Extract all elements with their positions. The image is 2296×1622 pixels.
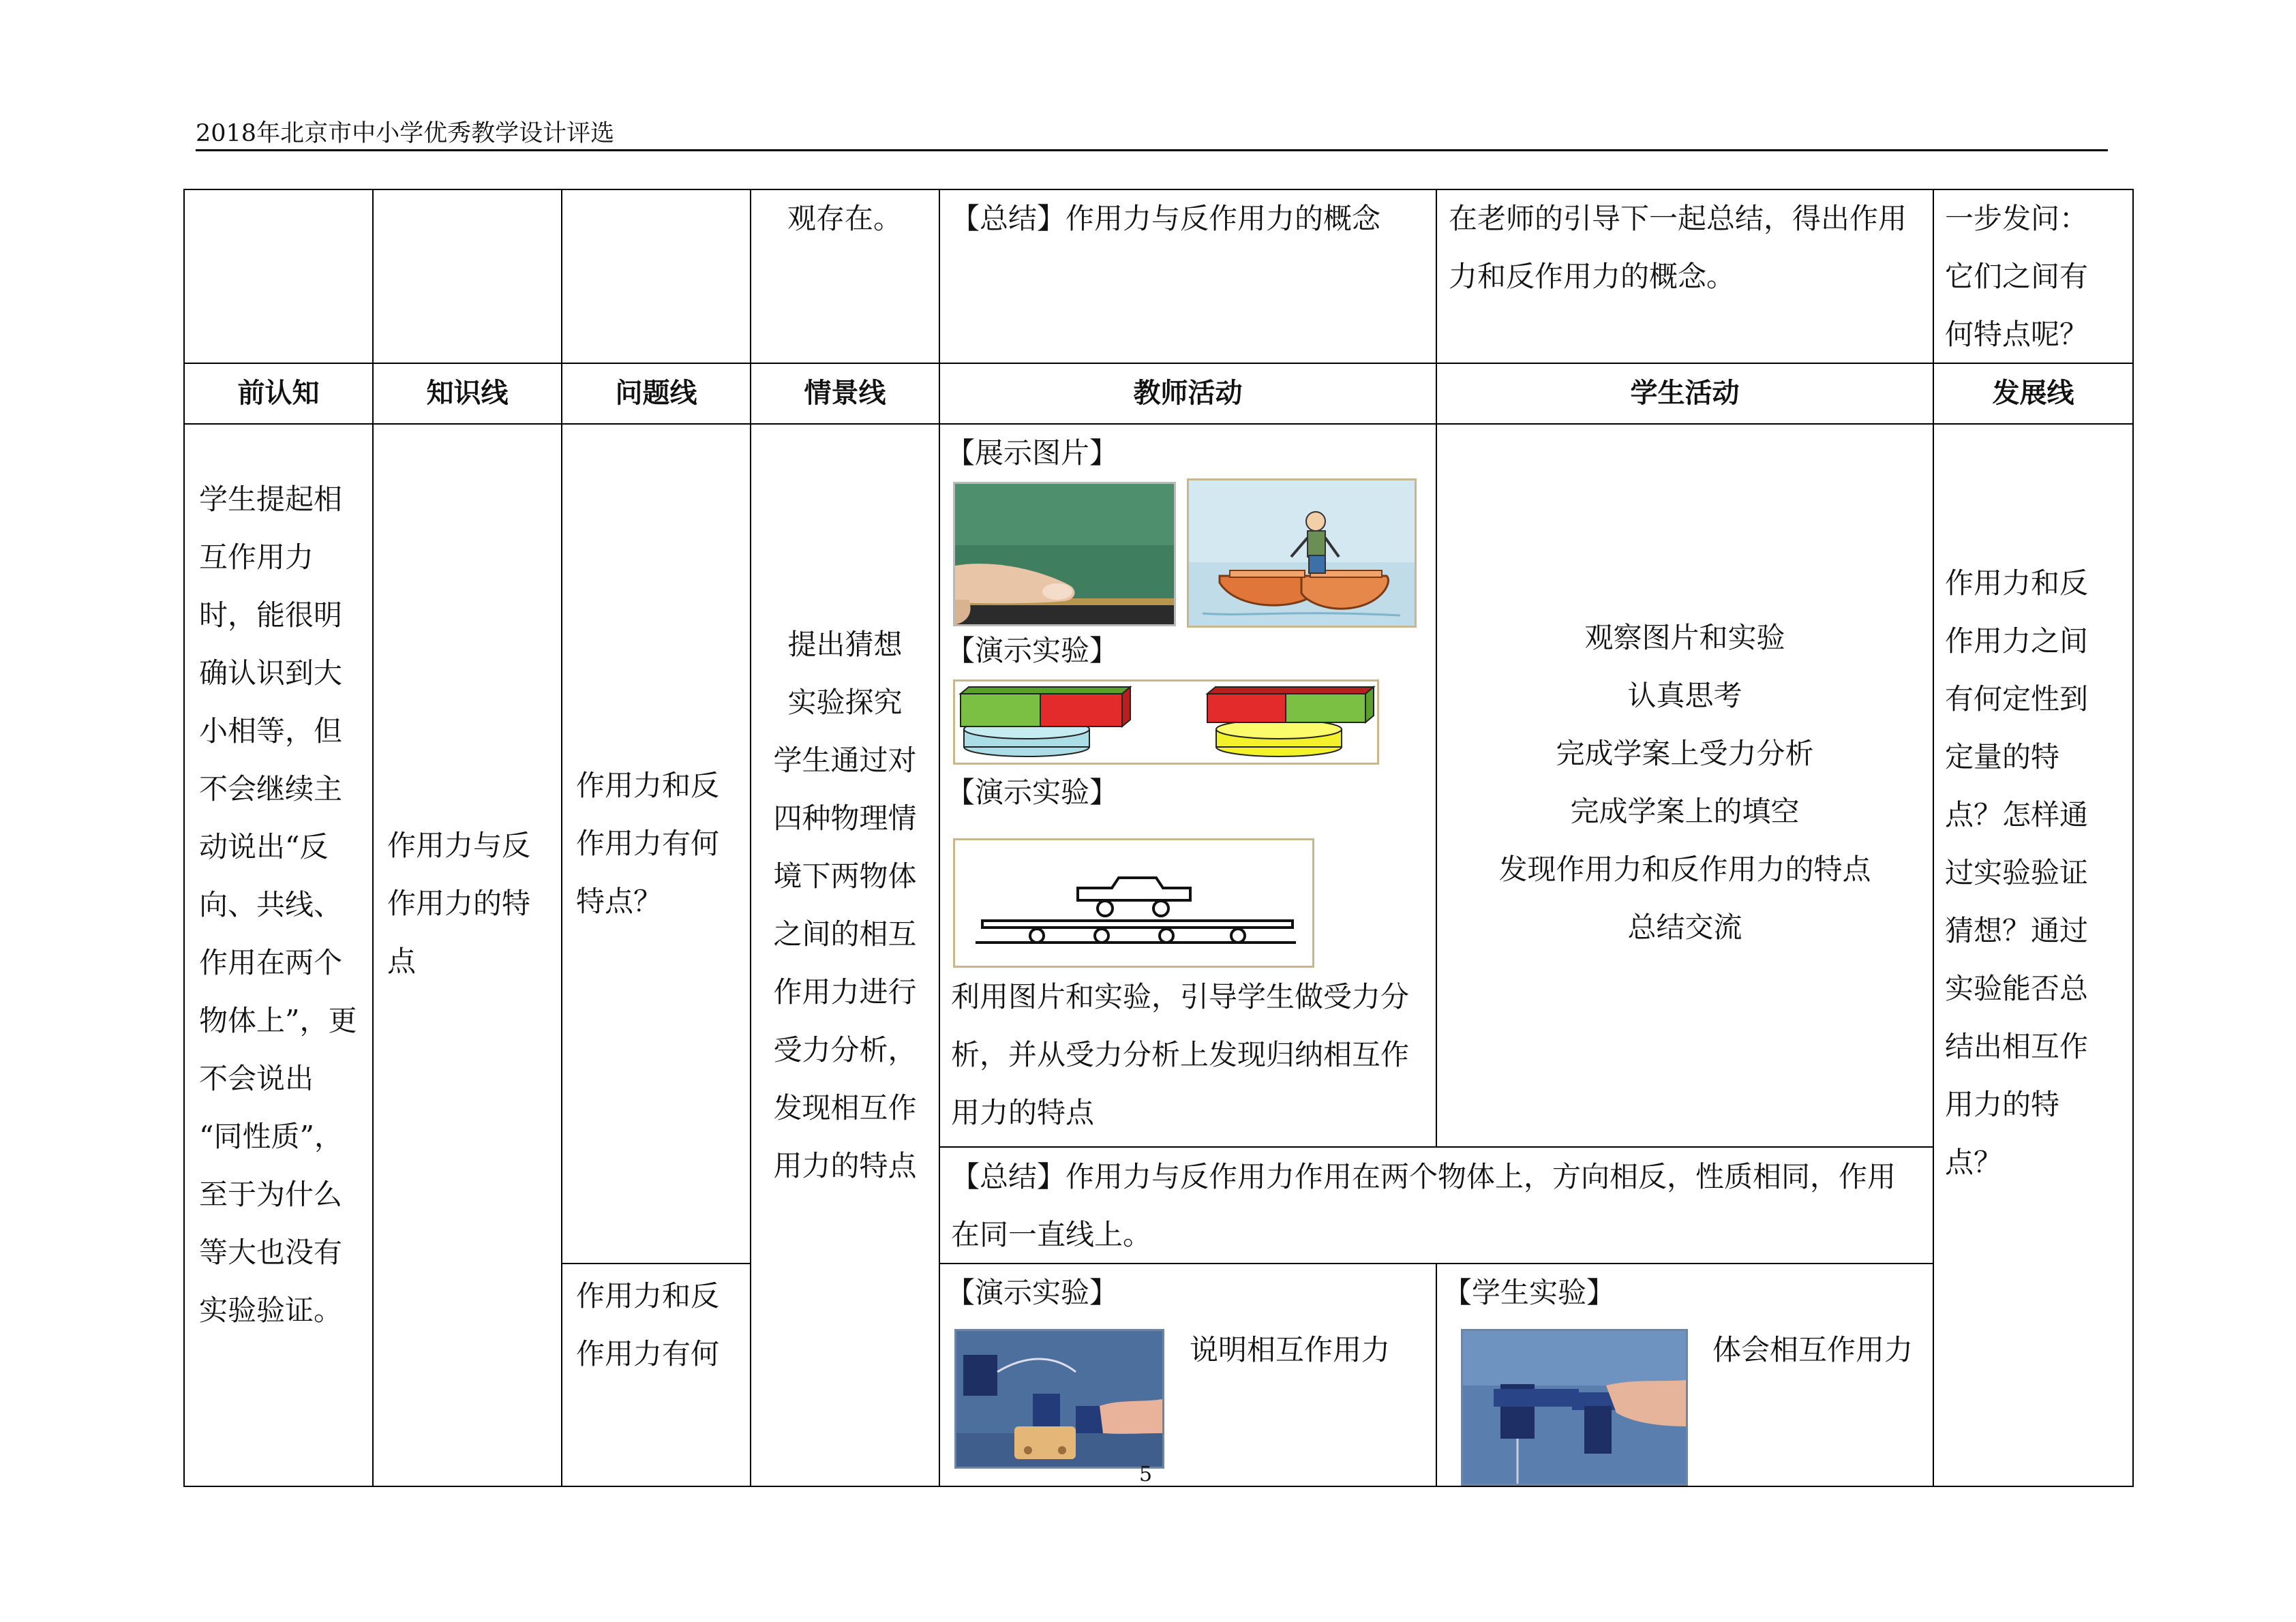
cart-on-rollers-diagram	[953, 838, 1314, 968]
top-student-text: 在老师的引导下一起总结，得出作用 力和反作用力的概念。	[1449, 202, 1907, 293]
column-header-knowledge-label: 知识线	[426, 378, 509, 409]
magnet-carts-diagram	[953, 679, 1379, 765]
force-sensor-student-photo	[1461, 1329, 1688, 1486]
student-experiment-label: 【学生实验】	[1443, 1276, 1616, 1309]
question-line-text-1: 作用力和反 作用力有何 特点？	[576, 769, 720, 918]
development-line-text: 作用力和反 作用力之间 有何定性到 定量的特 点？怎样通 过实验验证 猜想？通过 实验能否总 结出相互作 用力的特 点？	[1945, 566, 2089, 1179]
knowledge-line-text: 作用力与反 作用力的特 点	[387, 829, 531, 978]
column-header-prior-label: 前认知	[237, 378, 320, 409]
summary-text: 【总结】作用力与反作用力作用在两个物体上，方向相反，性质相同，作用 在同一直线上。	[951, 1160, 1897, 1251]
scenario-line-text: 提出猜想 实验探究 学生通过对 四种物理情 境下两物体 之间的相互 作用力进行 受力分析， 发现相互作 用力的特点	[773, 628, 917, 1182]
column-header-student-label: 学生活动	[1630, 378, 1740, 409]
student-experiment-caption: 体会相互作用力	[1712, 1333, 1914, 1366]
top-cell-prior	[183, 189, 374, 364]
page-header: 2018年北京市中小学优秀教学设计评选	[196, 120, 615, 147]
demo-experiment-label-1: 【演示实验】	[946, 634, 1119, 667]
question-line-text-2: 作用力和反 作用力有何	[576, 1279, 720, 1371]
top-scenario-text: 观存在。	[787, 202, 903, 235]
top-development-text: 一步发问： 它们之间有 何特点呢？	[1945, 202, 2089, 351]
top-cell-knowledge	[372, 189, 562, 364]
teacher-guide-text: 利用图片和实验，引导学生做受力分 析，并从受力分析上发现归纳相互作 用力的特点	[951, 980, 1410, 1129]
demo-experiment-label-2: 【演示实验】	[946, 776, 1119, 809]
column-header-development-label: 发展线	[1992, 378, 2074, 409]
prior-knowledge-text: 学生提起相 互作用力 时，能很明 确认识到大 小相等，但 不会继续主 动说出“反 向、共线、 作用在两个 物体上”，更 不会说出 “同性质”， 至于为什么 等大也没有 实验验证。	[199, 483, 357, 1327]
demo-experiment-label-3: 【演示实验】	[946, 1276, 1119, 1309]
boats-illustration	[1187, 478, 1417, 628]
finger-on-table-photo	[953, 482, 1176, 626]
show-pictures-label: 【展示图片】	[946, 436, 1119, 470]
top-teacher-summary: 【总结】作用力与反作用力的概念	[951, 202, 1381, 235]
column-header-teacher-label: 教师活动	[1133, 378, 1243, 409]
demo-caption: 说明相互作用力	[1190, 1333, 1391, 1366]
column-header-scenario-label: 情景线	[804, 378, 886, 409]
top-cell-question	[561, 189, 751, 364]
force-sensor-demo-photo	[954, 1329, 1164, 1469]
page-number: 5	[1139, 1463, 1153, 1486]
student-activities-text: 观察图片和实验 认真思考 完成学案上受力分析 完成学案上的填空 发现作用力和反作用力的特点 总结交流	[1498, 621, 1871, 944]
header-rule	[196, 149, 2108, 151]
column-header-question-label: 问题线	[615, 378, 697, 409]
